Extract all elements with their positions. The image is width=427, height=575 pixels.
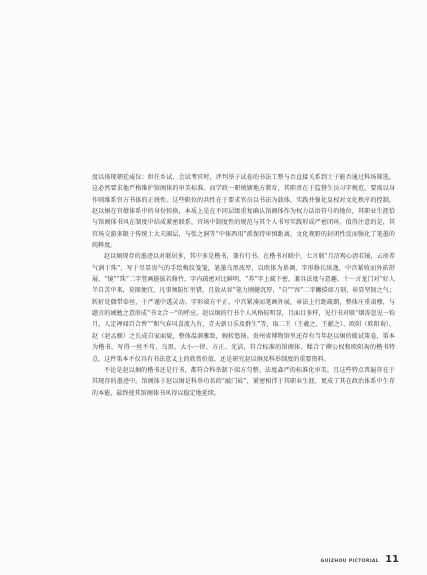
page-footer [321,554,399,565]
page-number: 11 [385,554,399,565]
article-body [92,172,395,399]
paragraph-2: 赵以炯现存的墨迹以对联居多，其中多是楷书，兼有行书。在楷书对联中，七言联“月沼观心清若镜，云房养气润于珠”，写于尽显贵气的手绘梅纹笺笺，笔墨乌黑浓厚，以欧体为基调，字形修长纵逸，中宫紧收而外拓舒展，“镜”“珠”二字竖画挺拔若修竹，字内疏密对比鲜明，“养”字上疏下密，兼具法度与意趣。十一言龙门对“好人半自苦中来，莫图便宜，凡事须防忙里错，且放从容”笔力刚健沉厚，“自”“容”二字撇捺如刀刻，彰显坚韧之气；转折处偶带牵丝，于严谨中透灵动。字形端方平正，中宫紧凑而笔画外展，章法上行距疏朗，整体庄重肃穆，与题言的诫勉之意形成“书文合一”的呼应。赵以炯的行书个人风格较明显，且面目多样，见行书对联“烟涛忽见一钩月，人定禅闻百合香”“和气春风喜流九有，青天新日乐及群生”等，取二王（王羲之、王献之）、欧阳（欧阳询）、赵（赵孟頫）之长成自家面貌，整体温润雅致，婉转悠扬。贵州省博物馆里还存有当年赵以炯的殿试策卷，策本为楷书，写得一丝不苟，乌黑、大小一律、方正、光洁，符合标准的馆阁体，糅合了柳公权和欧阳询的楷书特点。这件策本不仅具有书法意义上的欣赏价值，还是研究赵以炯及科举制度的重要资料。 [92,253,395,363]
magazine-name: GUIZHOU PICTORIAL [320,559,380,564]
paragraph-3: 不论是赵以炯的楷书还是行书，都符合科举制下端方匀整、法度森严的标准化审美，且这些特点普遍存在于其现存的墨迹中。馆阁体于赵以炯是科举功名的“敲门砖”，紧密相伴于其职业生涯，更成了其在政治体系中生存的本能，最终使其馆阁体书风得以稳定地延续。 [92,366,395,397]
paragraph-1: 度以体现朝廷威仪；担任乡试、会试考官时，评判举子试卷的书法工整与否直接关系到士子能否通过科场筛选，这必然要求他严格维护馆阁体的审美标准。而学政一职统辖地方教育，其职责在于监督生员习字规范，要需以身作则维系官方书体的正统性。这些职位的共性在于要求官员以书法为载体，实践并强化皇权对文化秩序的控制。赵以炯在官僚体系中的身份转换，本质上是在不同层级重复确认馆阁体作为权力话语符号的地位，其职业生涯恰与馆阁体书风在制度中结成紧密联系，官场中制度性的规范与其个人书写实践形成严密闭环。值得注意的是，其官场交游多限于传统士大夫圈层，与张之洞等“中体西用”派保持审慎距离，文化观野的封闭性反而强化了笔墨的纯粹度。 [92,174,395,250]
